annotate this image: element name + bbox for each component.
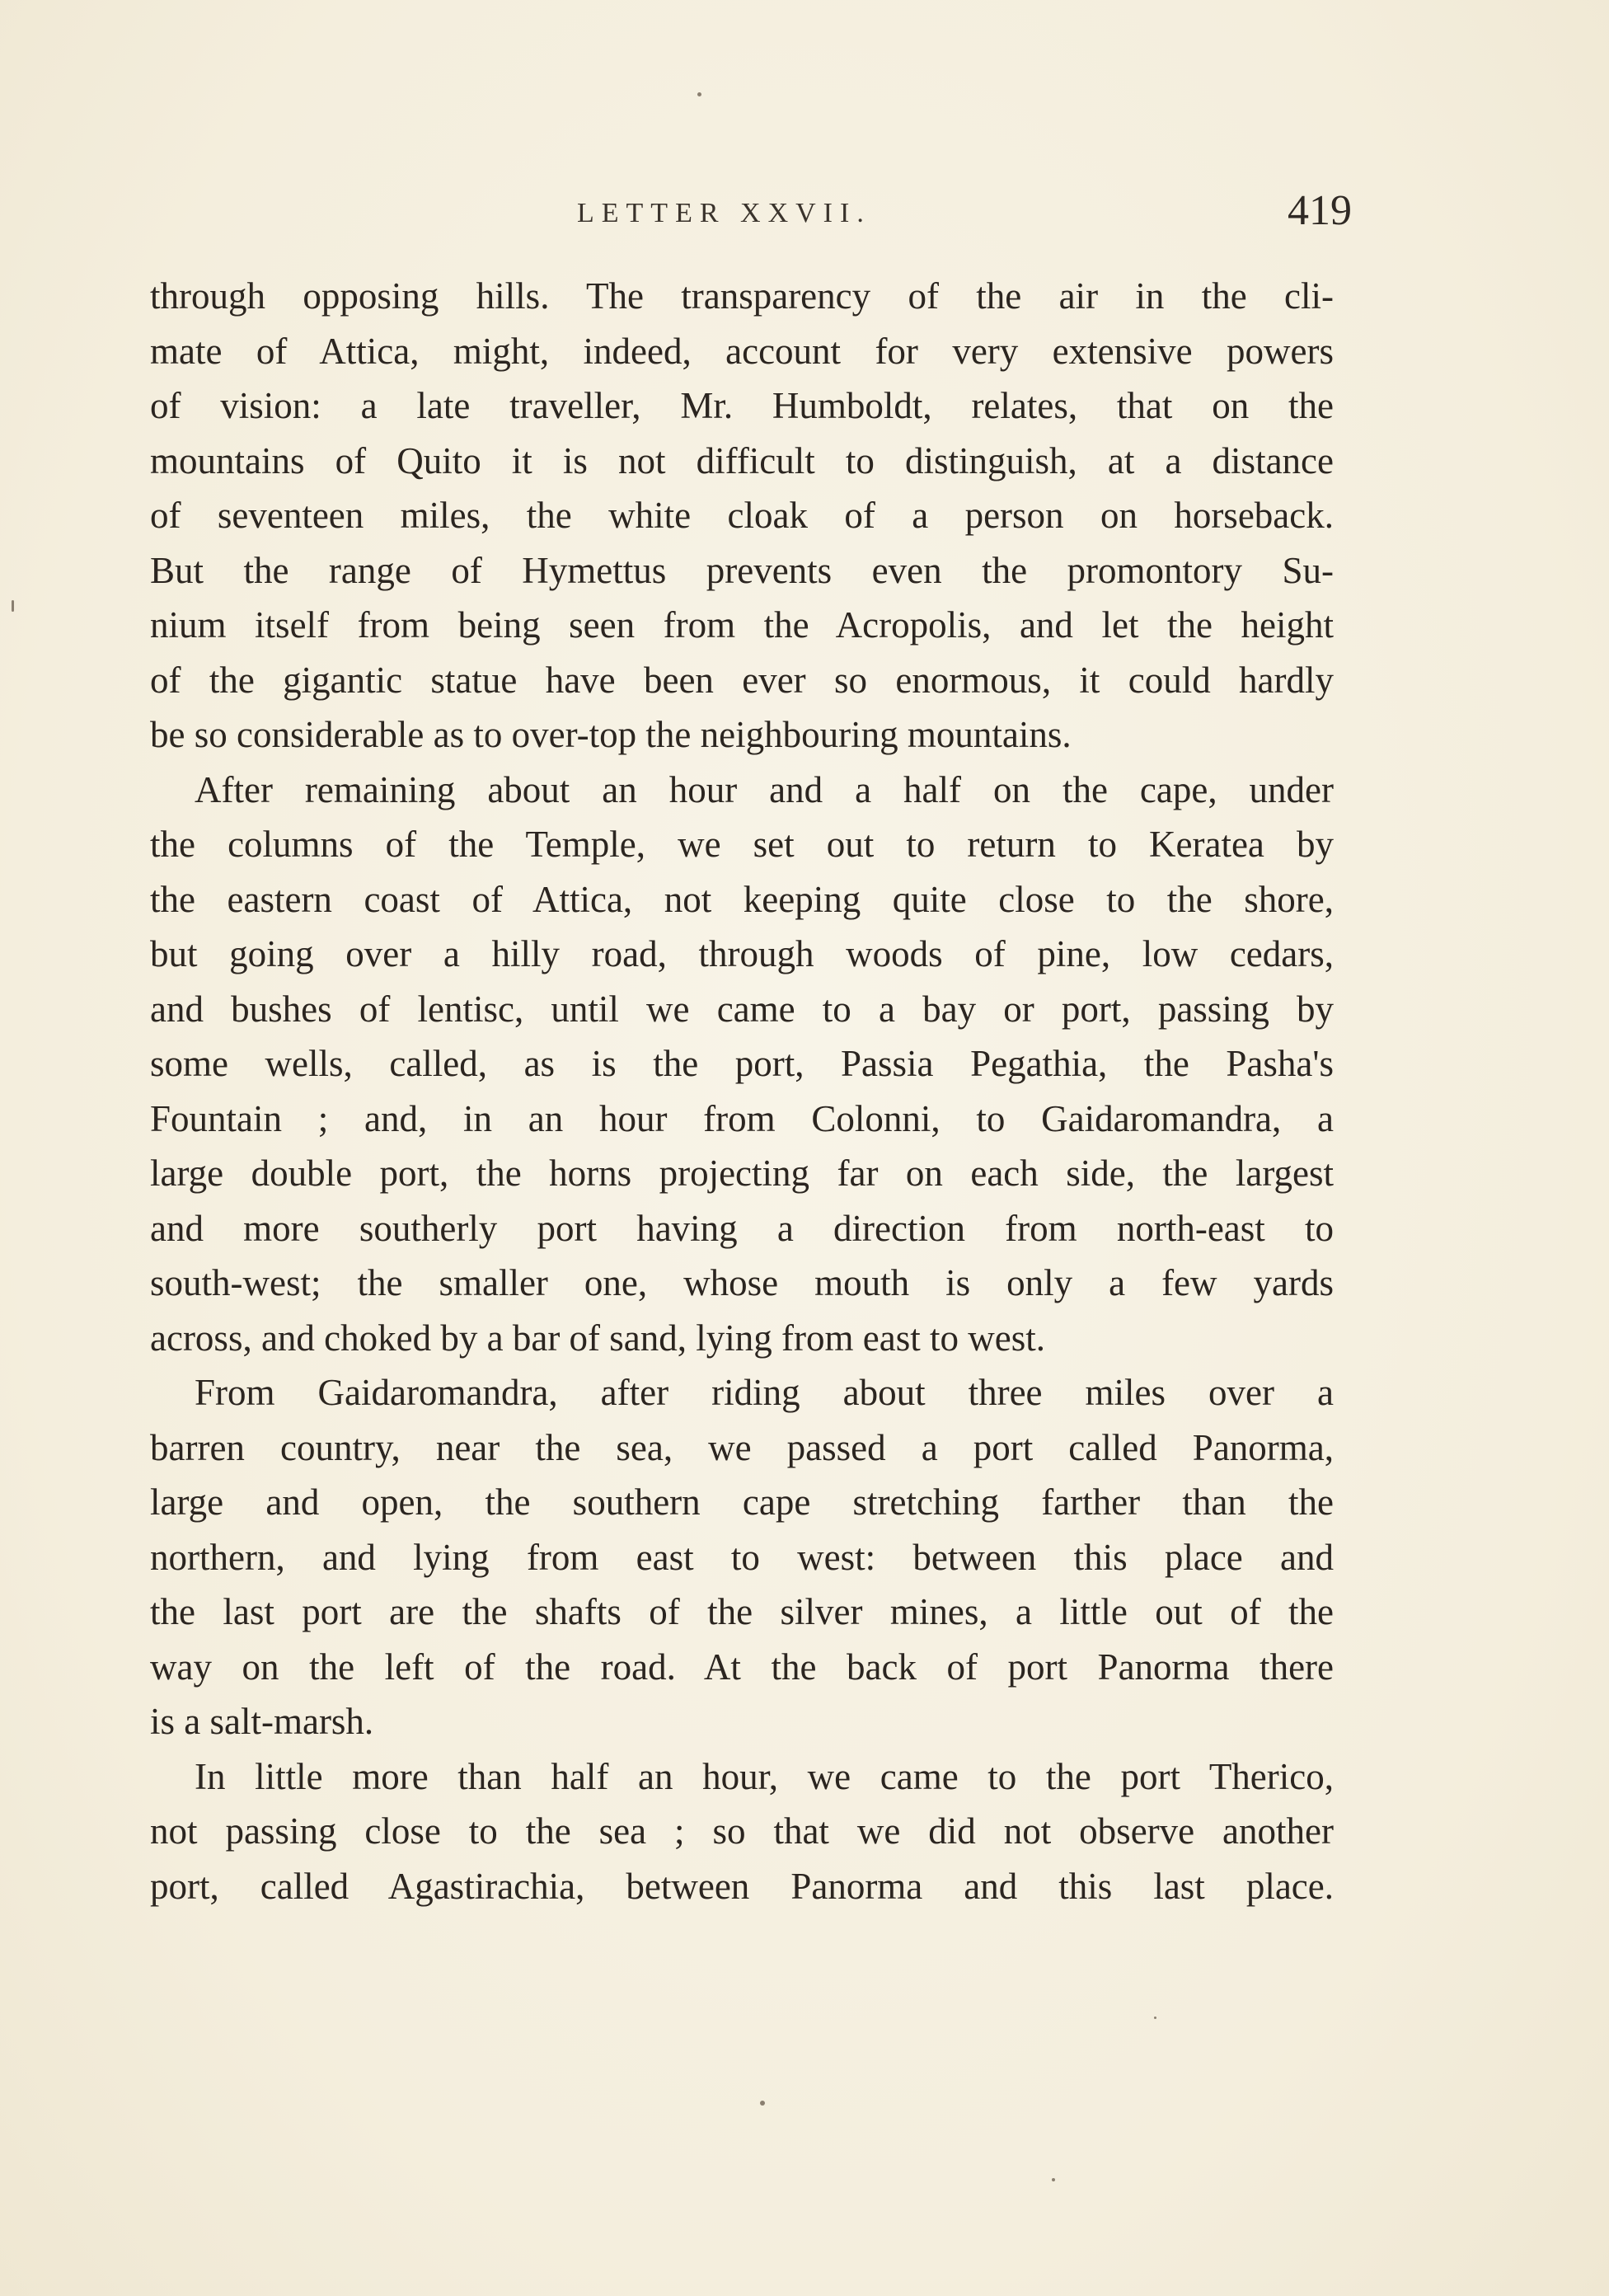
- text-line: and bushes of lentisc, until we came to a bay or port, passing by: [150, 988, 1334, 1030]
- text-line: some wells, called, as is the port, Passia Pegathia, the Pasha's: [150, 1043, 1334, 1084]
- text-line: be so considerable as to over-top the neighbouring mountains.: [150, 714, 1072, 755]
- text-line: But the range of Hymettus prevents even the promontory Su-: [150, 549, 1334, 591]
- text-line: of vision: a late traveller, Mr. Humboldt, relates, that on the: [150, 385, 1334, 426]
- text-line: northern, and lying from east to west: between this place and: [150, 1536, 1334, 1578]
- text-line: way on the left of the road. At the back of port Panorma there: [150, 1646, 1334, 1688]
- text-line: the eastern coast of Attica, not keeping quite close to the shore,: [150, 878, 1334, 920]
- text-line: port, called Agastirachia, between Panorma and this last place.: [150, 1865, 1334, 1907]
- text-line: and more southerly port having a direction from north-east to: [150, 1207, 1334, 1249]
- paper-speck: [1154, 2017, 1156, 2019]
- paragraph-start-line: After remaining about an hour and a half on the cape, under: [195, 768, 1334, 810]
- text-line: of the gigantic statue have been ever so enormous, it could hardly: [150, 659, 1334, 701]
- paragraph-start-line: From Gaidaromandra, after riding about three miles over a: [195, 1372, 1334, 1413]
- text-line: mountains of Quito it is not difficult to distinguish, at a distance: [150, 439, 1334, 481]
- paper-speck: [760, 2101, 765, 2106]
- paragraph-start-line: In little more than half an hour, we came to the port Therico,: [195, 1755, 1334, 1797]
- text-line: the last port are the shafts of the silver mines, a little out of the: [150, 1591, 1334, 1632]
- paper-speck: [697, 92, 701, 96]
- text-line: large double port, the horns projecting far on each side, the largest: [150, 1153, 1334, 1194]
- text-line: through opposing hills. The transparency of the air in the cli-: [150, 275, 1334, 317]
- text-line: large and open, the southern cape stretching farther than the: [150, 1481, 1334, 1523]
- body-text: [150, 269, 1334, 1913]
- text-line: across, and choked by a bar of sand, lying from east to west.: [150, 1317, 1045, 1359]
- text-line: is a salt-marsh.: [150, 1701, 374, 1742]
- text-line: mate of Attica, might, indeed, account for very extensive powers: [150, 330, 1334, 372]
- text-line: of seventeen miles, the white cloak of a person on horseback.: [150, 495, 1334, 536]
- text-line: Fountain ; and, in an hour from Colonni, to Gaidaromandra, a: [150, 1097, 1334, 1139]
- page-header: [577, 186, 1352, 244]
- text-line: not passing close to the sea ; so that we did not observe another: [150, 1810, 1334, 1852]
- text-line: south-west; the smaller one, whose mouth is only a few yards: [150, 1262, 1334, 1303]
- running-head: LETTER XXVII.: [577, 198, 871, 228]
- page-number: 419: [1288, 187, 1352, 234]
- text-line: barren country, near the sea, we passed a port called Panorma,: [150, 1426, 1334, 1468]
- paper-speck: [12, 600, 14, 612]
- paper-speck: [1052, 2178, 1055, 2181]
- text-line: but going over a hilly road, through woods of pine, low cedars,: [150, 933, 1334, 974]
- text-line: the columns of the Temple, we set out to return to Keratea by: [150, 824, 1334, 865]
- text-line: nium itself from being seen from the Acropolis, and let the height: [150, 604, 1334, 646]
